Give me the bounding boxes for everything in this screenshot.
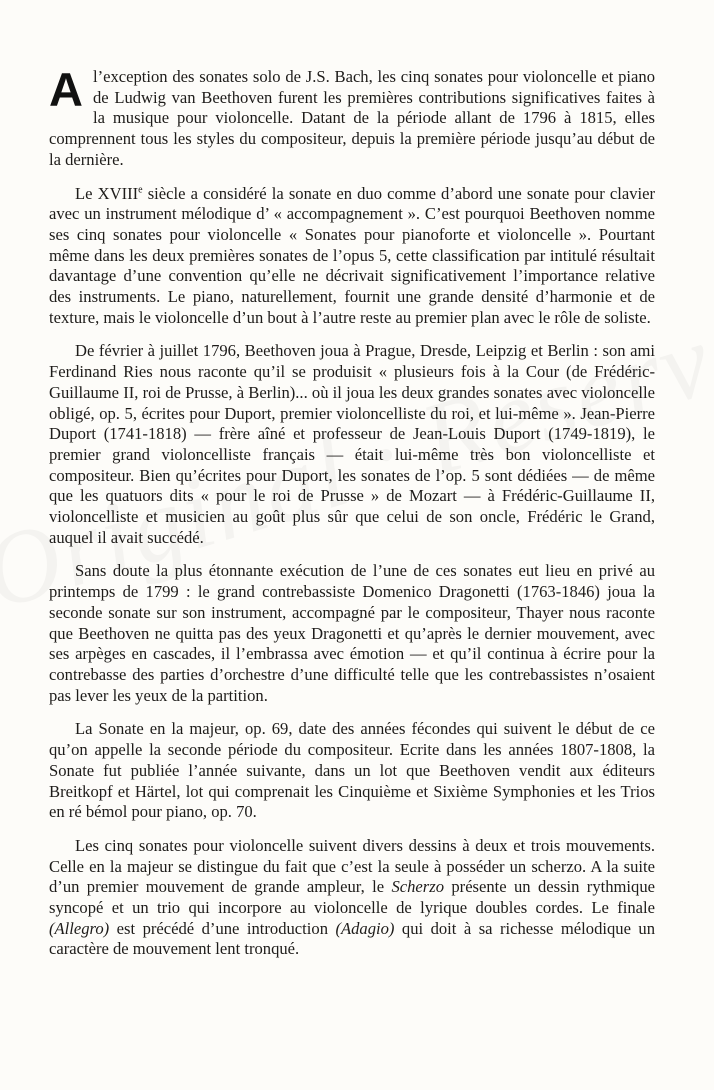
paragraph-2-text-b: siècle a considéré la sonate en duo comme d’abord une sonate pour clavier avec un instrument mélodique d’ « accompagnement ». C’est pourquoi Beethoven nomme ses cinq sonates pour violoncelle « Sonates pour pianoforte et violoncelle ». Pourtant même dans les deux premières sonates de l’opus 5, cette classification par intitulé résultait davantage d’une convention qu’elle ne décrivait significativement l’importance relative des instruments. Le piano, naturellement, fournit une grande densité d’harmonie et de texture, mais le violoncelle d’un bout à l’autre reste au premier plan avec le rôle de soliste. — [49, 183, 655, 327]
paragraph-5 — [49, 719, 655, 823]
paragraph-6 — [49, 836, 655, 960]
paragraph-2-text-a: Le XVIII — [75, 183, 139, 203]
paragraph-3-text: De février à juillet 1796, Beethoven joua à Prague, Dresde, Leipzig et Berlin : son ami Ferdinand Ries nous raconte qu’il se produisit « plusieurs fois à la Cour (de Frédéric-Guillaume II, roi de Prusse, à Berlin)... où il joua les deux grandes sonates avec violoncelle obligé, op. 5, écrites pour Duport, premier violoncelliste du roi, et lui-même ». Jean-Pierre Duport (1741-1818) — frère aîné et professeur de Jean-Louis Duport (1749-1819), le premier grand violoncelliste français — était lui-même très bon violoncelliste et compositeur. Bien qu’écrites pour Duport, les sonates de l’op. 5 sont dédiées — de même que les quatuors dits « pour le roi de Prusse » de Mozart — à Frédéric-Guillaume II, violoncelliste et musicien au goût plus sûr que celui de son oncle, Frédéric le Grand, auquel il avait succédé. — [49, 341, 655, 547]
adagio-italic: (Adagio) — [335, 918, 395, 938]
paragraph-5-text: La Sonate en la majeur, op. 69, date des années fécondes qui suivent le début de ce qu’on appelle la seconde période du compositeur. Ecrite dans les années 1807-1808, la Sonate fut publiée l’année suivante, dans un lot que Beethoven vendit aux éditeurs Breitkopf et Härtel, lot qui comprenait les Cinquième et Sixième Symphonies et les Trios en ré bémol pour piano, op. 70. — [49, 719, 655, 822]
paragraph-3 — [49, 341, 655, 548]
paragraph-6-text-c: est précédé d’une introduction — [109, 918, 336, 938]
paragraph-6-text-a: Les cinq sonates pour violoncelle suivent divers dessins à deux et trois mouvements. Celle en la majeur se distingue du fait que c’est la seule à posséder un scherzo. A la suite d’un premier mouvement de grande ampleur, le — [49, 835, 655, 897]
century-superscript: e — [138, 183, 143, 195]
paragraph-1 — [49, 63, 655, 171]
paragraph-2 — [49, 184, 655, 329]
drop-cap: A — [49, 63, 83, 116]
paragraph-4 — [49, 561, 655, 706]
paragraph-4-text: Sans doute la plus étonnante exécution de l’une de ces sonates eut lieu en privé au printemps de 1799 : le grand contrebassiste Domenico Dragonetti (1763-1846) joua la seconde sonate sur son instrument, accompagné par le compositeur, Thayer nous raconte que Beethoven ne quitta pas des yeux Dragonetti et qu’après le dernier mouvement, avec ses arpèges en cascades, il l’embrassa avec émotion — et qu’il continua à écrire pour la contrebasse des parties d’orchestre d’une difficulté telle que les contrebassistes n’osaient pas lever les yeux de la partition. — [49, 561, 655, 705]
paragraph-6-text-b: présente un dessin rythmique syncopé et un trio qui incorpore au violoncelle de lyrique doubles cordes. Le finale — [49, 877, 655, 918]
allegro-italic: (Allegro) — [49, 918, 110, 938]
document-body — [49, 63, 655, 973]
paragraph-6-text-d: qui doit à sa richesse mélodique un caractère de mouvement lent tronqué. — [49, 918, 655, 959]
paragraph-1-text: l’exception des sonates solo de J.S. Bach, les cinq sonates pour violoncelle et piano de Ludwig van Beethoven furent les premières contributions significatives faites à la musique pour violoncelle. Datant de la période allant de 1796 à 1815, elles comprennent tous les styles du compositeur, depuis la première période jusqu’au début de la dernière. — [49, 67, 655, 169]
scherzo-italic: Scherzo — [391, 877, 445, 897]
